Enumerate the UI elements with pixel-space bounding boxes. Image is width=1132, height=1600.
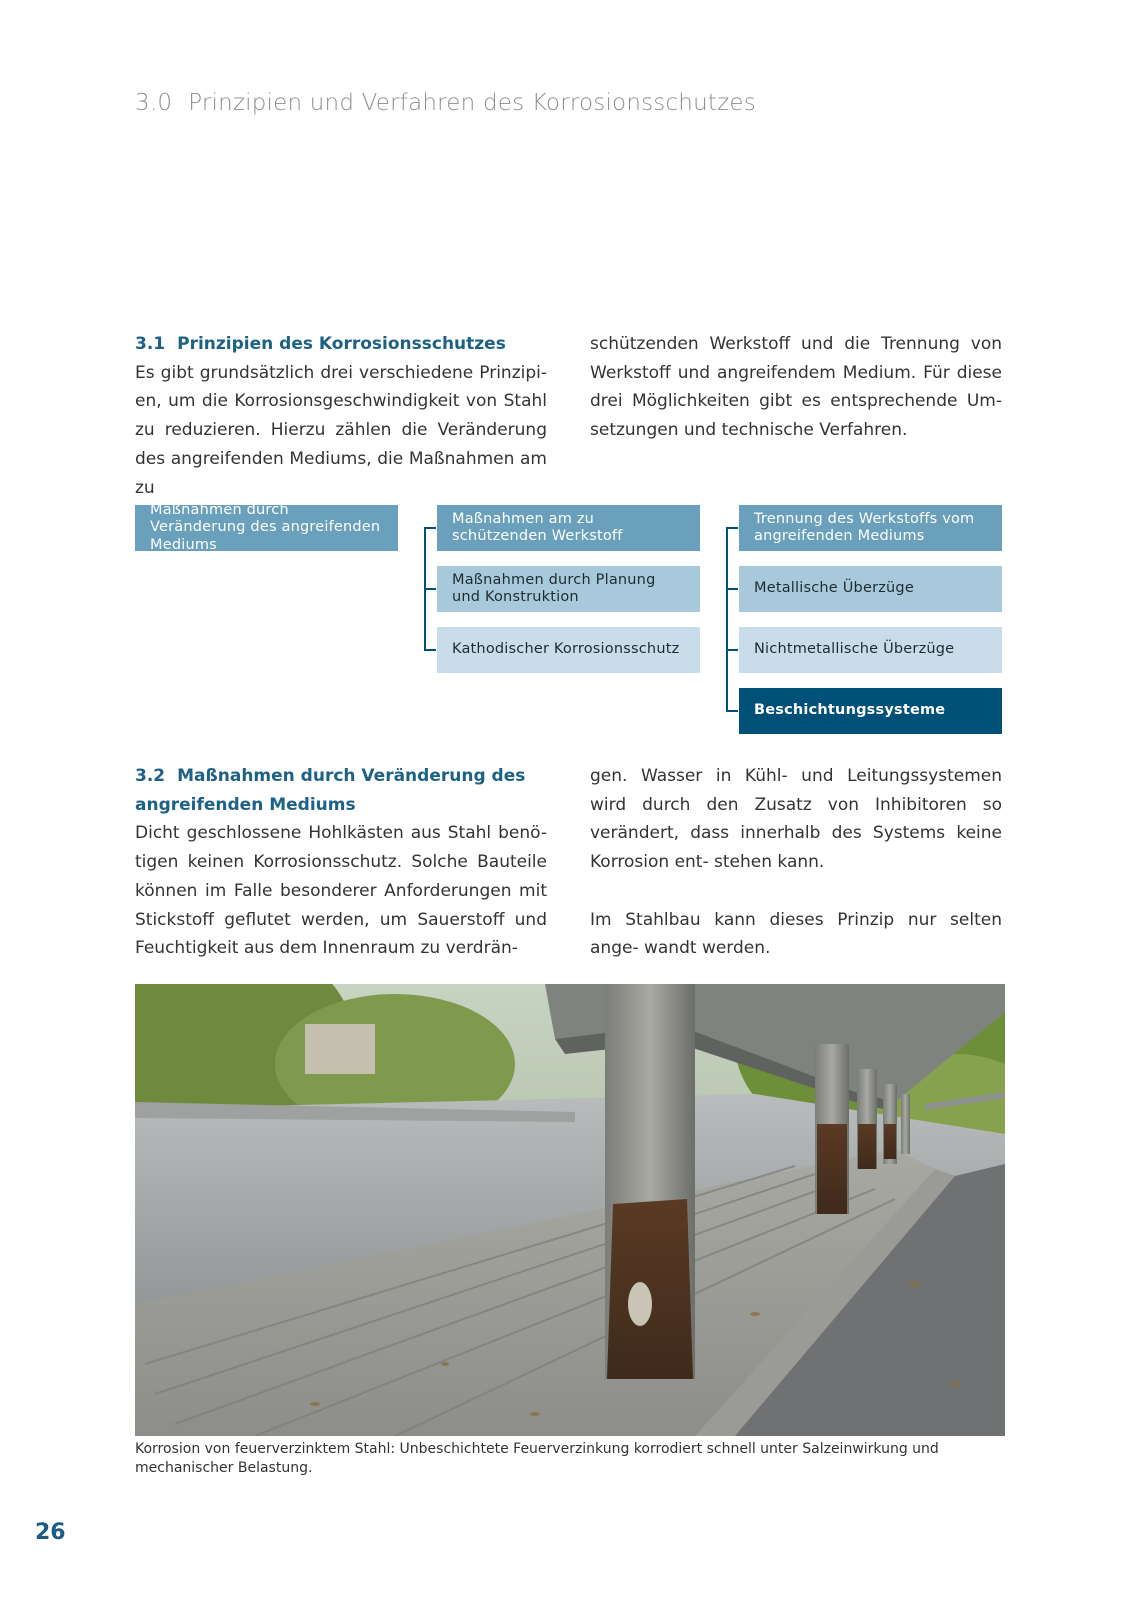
diagram-box-planning-construction: Maßnahmen durch Planung und Konstruktion [437,566,700,612]
text-line: Werkstoff und angreifendem Medium. Für diese [590,362,1002,383]
section2-heading-line2: angreifenden Mediums [135,794,356,815]
diagram-connector [726,649,738,651]
section2-number: 3.2 [135,766,166,786]
diagram-box-metallic-coatings: Metallische Überzüge [739,566,1002,612]
diagram-box-coating-systems: Beschichtungssysteme [739,688,1002,734]
text-line: Dicht geschlossene Hohlkästen aus Stahl benö- [135,823,547,844]
diagram-connector [726,588,738,590]
chapter-title-text: Prinzipien und Verfahren des Korrosionsschutzes [188,90,756,116]
section1-left-column [135,330,547,502]
text-line: Stickstoff geflutet werden, um Sauerstoff und [135,909,547,930]
section1-right-text [590,330,1002,445]
section2-right-text [590,762,1002,877]
section1-number: 3.1 [135,334,166,354]
text-line: dass innerhalb des Systems keine Korrosion ent- [590,823,1002,873]
section1-right-column [590,330,1002,445]
corroded-guardrail-photo [135,984,1005,1436]
text-line: drei Möglichkeiten gibt es entsprechende Um- [590,391,1002,412]
diagram-connector [726,710,738,712]
diagram-box-material-measures: Maßnahmen am zu schützenden Werkstoff [437,505,700,551]
section2-left-column [135,762,547,963]
text-line: tigen keinen Korrosionsschutz. Solche Bauteile [135,852,547,873]
diagram-bracket-col3 [726,528,728,711]
photo-caption: Korrosion von feuerverzinktem Stahl: Unbeschichtete Feuerverzinkung korrodiert schnell unter Salzeinwirkung und mechanischer Belastung. [135,1441,939,1476]
text-line: können im Falle besonderer Anforderungen mit [135,880,547,901]
diagram-connector [726,527,738,529]
text-line: stehen kann. [714,852,825,873]
section2-right-column [590,762,1002,963]
text-line: en, um die Korrosionsgeschwindigkeit von Stahl [135,391,547,412]
text-line: angreifenden Mediums, die Maßnahmen am zu [135,448,547,498]
text-line: Es gibt grundsätzlich drei verschiedene Prinzipi- [135,362,547,383]
diagram-connector [424,527,436,529]
page-number: 26 [35,1520,66,1545]
text-line: wandt werden. [643,938,771,959]
diagram-box-nonmetallic-coatings: Nichtmetallische Überzüge [739,627,1002,673]
section2-heading [135,762,547,819]
diagram-connector [424,588,436,590]
chapter-title [135,90,756,116]
section2-heading-line1: Maßnahmen durch Veränderung des [177,766,526,786]
text-line: schützenden Werkstoff und die Trennung von [590,334,1002,354]
diagram-box-medium-change: Maßnahmen durch Veränderung des angreifenden Mediums [135,505,398,551]
section2-right-text-2 [590,906,1002,963]
text-line: Feuchtigkeit aus dem Innenraum zu verdrän- [135,938,518,959]
text-line: setzungen und technische Verfahren. [590,420,908,441]
text-line: gen. Wasser in Kühl- und Leitungssystemen wird [590,766,1002,815]
diagram-box-separation: Trennung des Werkstoffs vom angreifenden Mediums [739,505,1002,551]
text-line: Im Stahlbau kann dieses Prinzip nur selten ange- [590,909,1002,959]
section1-left-text [135,359,547,503]
diagram-box-cathodic-protection: Kathodischer Korrosionsschutz [437,627,700,673]
section1-heading [135,330,547,359]
diagram-connector [424,649,436,651]
text-line: zu reduzieren. Hierzu zählen die Veränderung des [135,420,547,469]
chapter-number: 3.0 [135,90,173,116]
text-line: durch den Zusatz von Inhibitoren so verändert, [590,794,1002,844]
section2-left-text [135,819,547,963]
section1-heading-text: Prinzipien des Korrosionsschutzes [177,334,506,354]
